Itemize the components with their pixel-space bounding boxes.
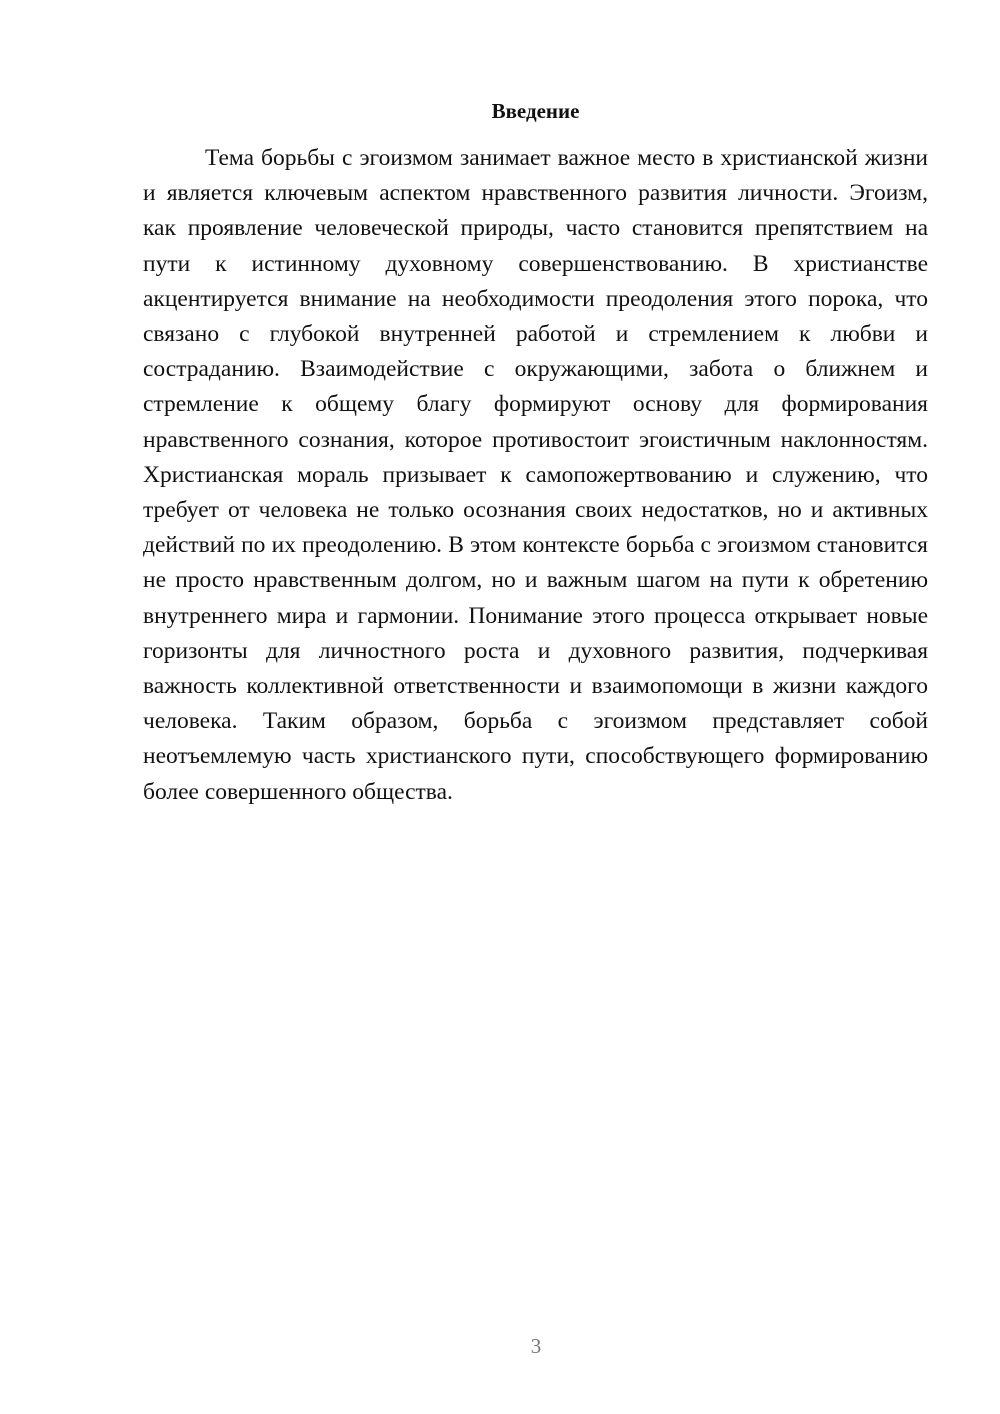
body-paragraph: Тема борьбы с эгоизмом занимает важное место в христианской жизни и является ключевым аспектом нравственного развития личности. Эгоизм, как проявление человеческой природы, часто становится препятствием на пути к истинному духовному совершенствованию. В христианстве акцентируется внимание на необходимости преодоления этого порока, что связано с глубокой внутренней работой и стремлением к любви и состраданию. Взаимодействие с окружающими, забота о ближнем и стремление к общему благу формируют основу для формирования нравственного сознания, которое противостоит эгоистичным наклонностям. Христианская мораль призывает к самопожертвованию и служению, что требует от человека не только осознания своих недостатков, но и активных действий по их преодолению. В этом контексте борьба с эгоизмом становится не просто нравственным долгом, но и важным шагом на пути к обретению внутреннего мира и гармонии. Понимание этого процесса открывает новые горизонты для личностного роста и духовного развития, подчеркивая важность коллективной ответственности и взаимопомощи в жизни каждого человека. Таким образом, борьба с эгоизмом представляет собой неотъемлемую часть христианского пути, способствующего формированию более совершенного общества. [143,145,928,805]
section-heading: Введение [491,99,580,123]
page-number: 3 [530,1334,542,1358]
